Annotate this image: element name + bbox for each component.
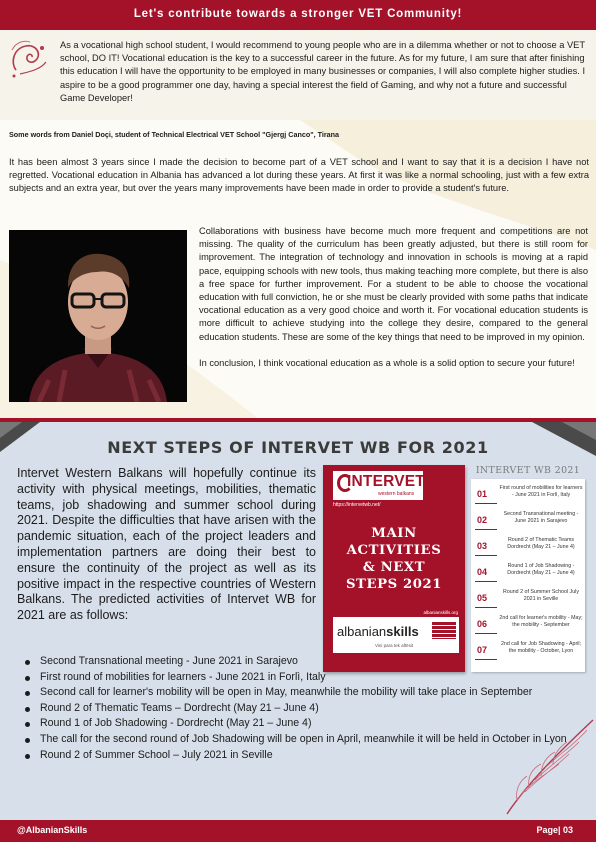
skills-tagline: Vini para tek aftësit <box>375 643 414 648</box>
timeline-text: Round 1 of Job Shadowing - Dordrecht (May 21 – June 4) <box>507 563 575 576</box>
flag-stripe-icon <box>432 622 456 639</box>
timeline-text: 2nd call for learner's mobility - May; the mobility - September <box>499 615 583 628</box>
brochure-title-line: & NEXT <box>362 560 426 575</box>
brochure-title-line: MAIN <box>371 526 417 541</box>
testimonial-section <box>0 120 596 422</box>
list-item: The call for the second round of Job Shadowing will be open in April, meanwhile it will be held in October in Lyon <box>22 732 594 748</box>
timeline-item <box>471 535 585 559</box>
brochure-title-line: ACTIVITIES <box>346 543 442 558</box>
timeline-text: 2nd call for Job Shadowing - April; the mobility - October, Lyon <box>500 641 582 654</box>
brochure-title <box>323 525 465 593</box>
timeline-underline <box>475 555 497 556</box>
timeline-graphic <box>471 465 585 665</box>
section-heading: NEXT STEPS OF INTERVET WB FOR 2021 <box>107 438 489 457</box>
brochure-small-url: albanianskills.org <box>423 610 458 615</box>
testimonial-paragraph-2: In conclusion, I think vocational education as a whole is a solid option to secure your future! <box>199 357 575 368</box>
timeline-text: First round of mobilities for learners - June 2021 in Forlì, Italy <box>499 485 583 498</box>
timeline-text: Round 2 of Summer School July 2021 in Seville <box>503 589 579 602</box>
timeline-item <box>471 561 585 585</box>
logo-subtitle: western balkans <box>378 491 415 497</box>
albanian-skills-logo <box>333 617 459 653</box>
timeline-item <box>471 587 585 611</box>
list-item: Round 2 of Summer School – July 2021 in Seville <box>22 748 592 764</box>
timeline-number: 07 <box>477 645 488 655</box>
timeline-underline <box>475 607 497 608</box>
timeline-item <box>471 613 585 637</box>
timeline-text: Second Transnational meeting - June 2021 in Sarajevo <box>503 511 579 524</box>
timeline-underline <box>475 529 497 530</box>
feather-decoration-icon <box>497 714 596 818</box>
list-item: Round 1 of Job Shadowing - Dordrecht (May 21 – June 4) <box>22 716 592 732</box>
brochure-url: https://intervetwb.net/ <box>333 502 381 508</box>
list-item: First round of mobilities for learners - June 2021 in Forlì, Italy <box>22 670 592 686</box>
timeline-underline <box>475 581 497 582</box>
timeline-number: 05 <box>477 593 488 603</box>
brochure-cover <box>323 465 465 672</box>
next-steps-paragraph: Intervet Western Balkans will hopefully continue its activity with physical meetings, mobilities, thematic teams, job shadowing and summer school during 2021. Despite the difficulties that have arisen with the pandemic situation, each of the project leaders and implementation partners are doing their best to ensure the continuity of the project as well as its positive impact in the respective countries of Western Balkans. The predicted activities of Intervet WB for 2021 are as follows: <box>17 466 316 623</box>
footer-handle: @AlbanianSkills <box>17 825 88 835</box>
timeline-item <box>471 509 585 533</box>
timeline-number: 01 <box>477 489 488 499</box>
timeline-item <box>471 483 585 507</box>
footer-bar <box>0 820 596 842</box>
list-item: Second call for learner's mobility will be open in May, meanwhile the mobility will take place in September <box>22 685 592 701</box>
student-quote: As a vocational high school student, I would recommend to young people who are in a dilemma whether or not to choose a VET school, DO IT! Vocational education is the key to a successful career in the future. As for my future, I am sure that after finishing this education I will have the opportunity to be employed in many businesses or companies, I will also complete higher studies. I aspire to be a good programmer one day, having a special interest the field of Gaming, and why not a future and successful Game Developer! <box>60 40 586 103</box>
timeline-text: Round 2 of Thematic Teams Dordrecht (May 21 – June 4) <box>507 537 575 550</box>
header-title: Let's contribute towards a stronger VET Community! <box>133 8 463 20</box>
header-banner <box>0 0 596 30</box>
intervet-logo <box>333 471 423 500</box>
page-number: Page| 03 <box>536 825 573 835</box>
timeline-number: 04 <box>477 567 488 577</box>
testimonial-body <box>199 225 588 383</box>
timeline-number: 03 <box>477 541 488 551</box>
swirl-ornament-icon <box>6 36 50 80</box>
author-line: Some words from Daniel Doçi, student of Technical Electrical VET School "Gjergj Canco", Tirana <box>9 130 340 139</box>
brochure-title-line: STEPS 2021 <box>345 577 443 592</box>
timeline-number: 02 <box>477 515 488 525</box>
timeline-underline <box>475 633 497 634</box>
intro-paragraph: It has been almost 3 years since I made the decision to become part of a VET school and I want to say that it is a decision I have not regretted. Vocational education in Albania has advanced a lot during these years. At first it was like a normal schooling, just with a few extra subjects and an extra year, but over the years many improvements have been made in order to provide a student's future. <box>9 157 589 194</box>
logo-text: INTERVET <box>347 473 425 490</box>
testimonial-paragraph-1: Collaborations with business have become much more frequent and competitions are not missing. The quality of the curriculum has been greatly adjusted, but there is still room for improvement. The integration of technology and innovation in schools is moving at a rapid pace, equipping schools with new tools, thus making teaching more complete, but there is also a free space for further improvement. For a student to be able to choose the vocational education with full conviction, he or she must be clearly provided with some paths that indicate vocational education as a very good choice and worth it. For vocational education students is more difficult to achieve studying into the college they desire, compared to the general education students. These are some of the key things that need to be improved in my opinion. <box>199 226 588 342</box>
timeline-underline <box>475 503 497 504</box>
quote-section <box>0 30 596 120</box>
student-portrait <box>9 230 187 402</box>
skills-logo-text: albanianskills <box>337 624 419 639</box>
timeline-title: INTERVET WB 2021 <box>475 465 581 476</box>
list-item: Round 2 of Thematic Teams – Dordrecht (May 21 – June 4) <box>22 701 592 717</box>
list-item: Second Transnational meeting - June 2021 in Sarajevo <box>22 654 592 670</box>
timeline-sheet <box>471 479 585 672</box>
timeline-number: 06 <box>477 619 488 629</box>
next-steps-section <box>0 422 596 820</box>
